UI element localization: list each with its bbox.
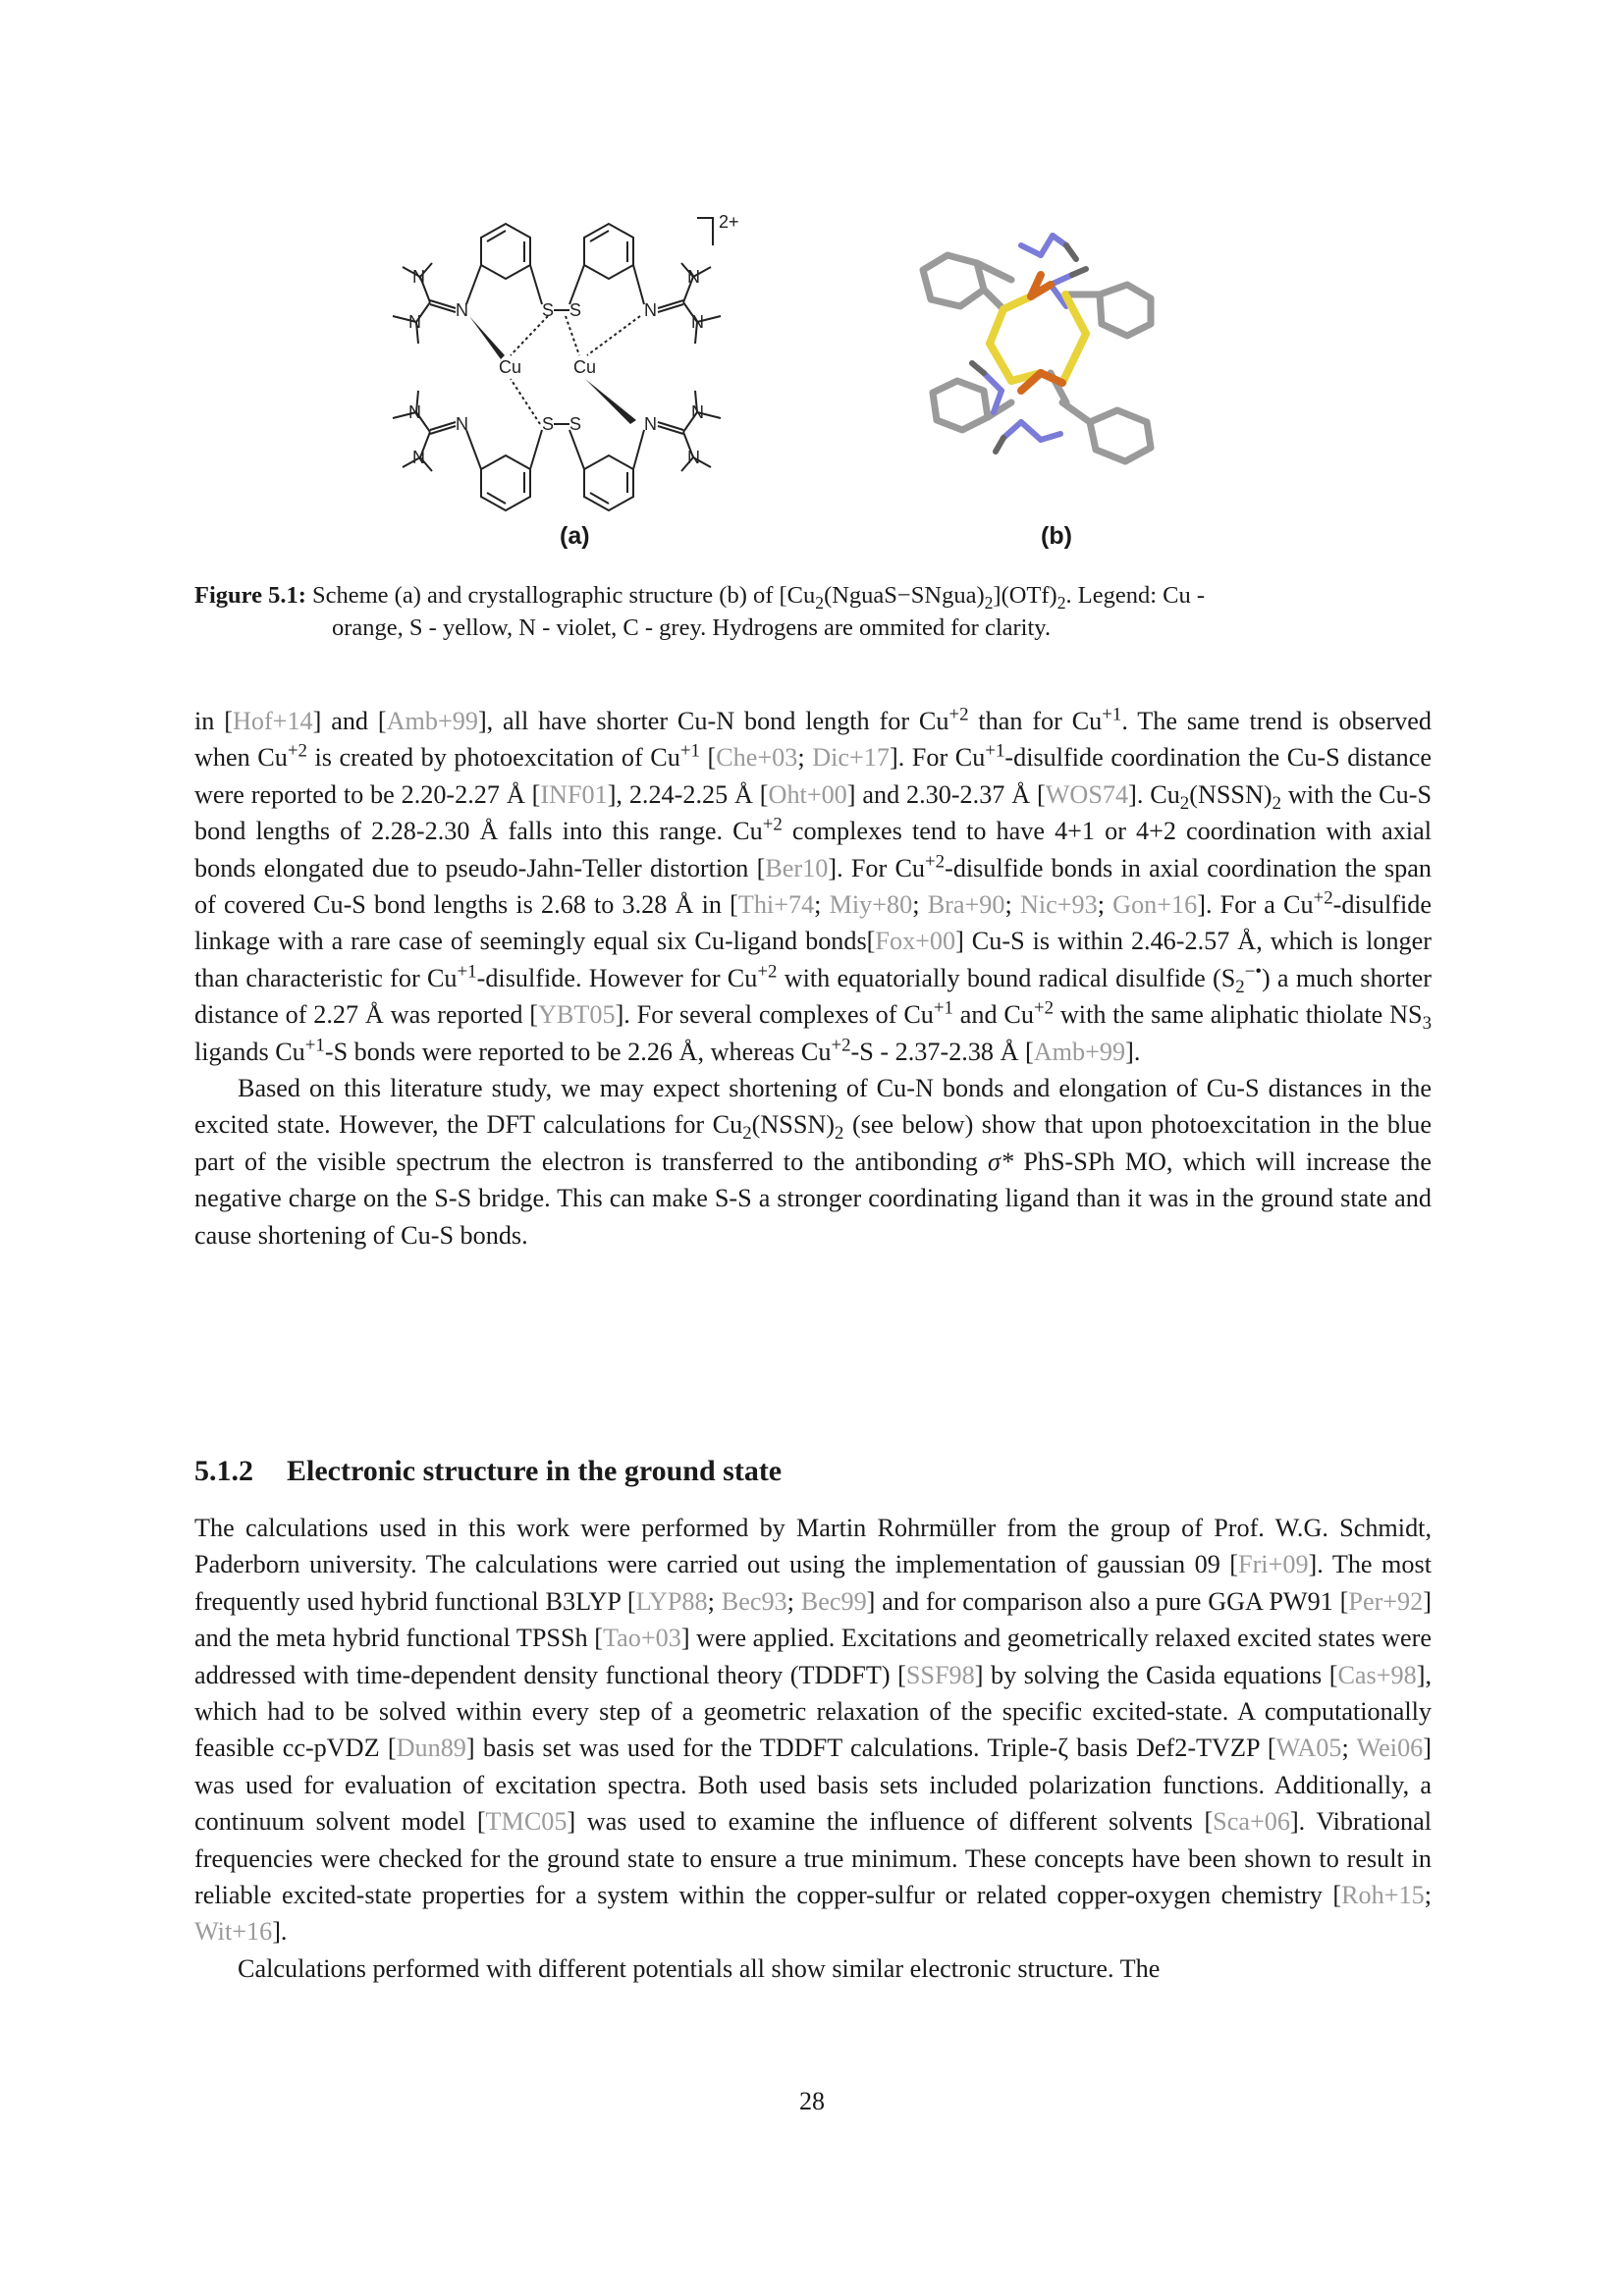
atom-s: S	[542, 414, 555, 434]
section-heading	[194, 1455, 782, 1488]
citation-link[interactable]: Fox+00	[875, 927, 956, 956]
citation-link[interactable]: TMC05	[485, 1807, 568, 1837]
citation-link[interactable]: WA05	[1275, 1734, 1342, 1763]
citation-link[interactable]: Dic+17	[812, 743, 890, 773]
caption-label: Figure 5.1:	[194, 582, 306, 609]
citation-link[interactable]: Wei06	[1356, 1734, 1424, 1763]
atom-n: N	[691, 312, 704, 332]
citation-link[interactable]: Bec99	[800, 1586, 867, 1616]
citation-link[interactable]: YBT05	[538, 1000, 616, 1030]
citation-link[interactable]: Tao+03	[603, 1624, 681, 1653]
citation-link[interactable]: Thi+74	[737, 890, 815, 920]
atom-n: N	[687, 448, 700, 467]
paragraph: in [Hof+14] and [Amb+99], all have shorter Cu-N bond length for $Cu^{+2}$ than for $Cu^{+1}$. The same trend is observed when $Cu^{+2}$ is created by photoexcitation of $Cu^{+1}$ [Che+03; Dic+17]. For $Cu^{+1}$-disulfide coordination the Cu-S distance were reported to be 2.20-2.27 Å [INF01], 2.24-2.25 Å [Oht+00] and 2.30-2.37 Å [WOS74]. $Cu_2(NSSN)_2$ with the Cu-S bond lengths of 2.28-2.30 Å falls into this range. $Cu^{+2}$ complexes tend to have 4+1 or 4+2 coordination with axial bonds elongated due to pseudo-Jahn-Teller distortion [Ber10]. For $Cu^{+2}$-disulfide bonds in axial coordination the span of covered Cu-S bond lengths is 2.68 to 3.28 Å in [Thi+74; Miy+80; Bra+90; Nic+93; Gon+16]. For a $Cu^{+2}$-disulfide linkage with a rare case of seemingly equal six Cu-ligand bonds[Fox+00] Cu-S is within 2.46-2.57 Å, which is longer than characteristic for $Cu^{+1}$-disulfide. However for $Cu^{+2}$ with equatorially bound radical disulfide $(S_2^{-•})$ a much shorter distance of 2.27 Å was reported [YBT05]. For several complexes of $Cu^{+1}$ and $Cu^{+2}$ with the same aliphatic thiolate $NS_3$ ligands $Cu^{+1}-S$ bonds were reported to be 2.26 Å, whereas $Cu^{+2}-S - 2.37-2.38$ Å [Amb+99].	[194, 704, 1433, 1066]
atom-n: N	[456, 300, 468, 320]
charge-label: 2+	[719, 212, 739, 232]
citation-link[interactable]: Bec93	[721, 1586, 787, 1616]
section-number: 5.1.2	[194, 1455, 253, 1487]
citation-link[interactable]: Amb+99	[386, 707, 478, 735]
atom-n: N	[412, 267, 425, 287]
citation-link[interactable]: Miy+80	[829, 890, 913, 920]
paragraph: Calculations performed with different potentials all show similar electronic structure. The	[238, 1953, 1161, 1983]
citation-link[interactable]: Nic+93	[1019, 890, 1098, 920]
citation-link[interactable]: Ber10	[765, 853, 829, 882]
caption-line-2: orange, S - yellow, N - violet, C - grey. Hydrogens are ommited for clarity.	[332, 614, 1052, 641]
atom-n: N	[644, 414, 657, 434]
figure-caption	[194, 579, 1432, 644]
citation-link[interactable]: SSF98	[905, 1660, 975, 1689]
atom-s: S	[569, 414, 582, 434]
citation-link[interactable]: Amb+99	[1033, 1037, 1126, 1066]
citation-link[interactable]: INF01	[540, 779, 608, 809]
section-title: Electronic structure in the ground state	[287, 1455, 783, 1487]
citation-link[interactable]: Roh+15	[1341, 1881, 1425, 1910]
atom-n: N	[644, 300, 657, 320]
figure-label-a: (a)	[560, 522, 590, 550]
atom-n: N	[412, 448, 425, 467]
crystal-structure-b	[893, 216, 1208, 510]
chemical-scheme-a	[373, 206, 785, 530]
citation-link[interactable]: Cas+98	[1337, 1660, 1417, 1689]
citation-link[interactable]: WOS74	[1045, 779, 1129, 809]
citation-link[interactable]: Hof+14	[232, 707, 313, 735]
paragraph: Based on this literature study, we may expect shortening of Cu-N bonds and elongation of Cu-S distances in the excited state. However, the DFT calculations for $Cu_2(NSSN)_2$ (see below) show that upon photoexcitation in the blue part of the visible spectrum the electron is transferred to the antibonding σ* PhS-SPh MO, which will increase the negative charge on the S-S bridge. This can make S-S a stronger coordinating ligand than it was in the ground state and cause shortening of Cu-S bonds.	[194, 1074, 1433, 1250]
atom-cu: Cu	[573, 357, 597, 377]
body-paragraph-3	[194, 1510, 1432, 1987]
atom-cu: Cu	[499, 357, 522, 377]
atom-s: S	[569, 300, 582, 320]
citation-link[interactable]: Dun89	[396, 1734, 466, 1763]
citation-link[interactable]: Wit+16	[194, 1917, 273, 1947]
atom-n: N	[408, 402, 421, 422]
atom-n: N	[687, 267, 700, 287]
body-paragraph-1	[194, 703, 1432, 1254]
citation-link[interactable]: Bra+90	[927, 890, 1005, 920]
citation-link[interactable]: Sca+06	[1213, 1807, 1290, 1837]
caption-line-1: Figure 5.1: Scheme (a) and crystallographic structure (b) of $[Cu_2(NguaS-SNgua)_2](OTf)_2$. Legend: Cu -	[194, 582, 1206, 613]
citation-link[interactable]: Per+92	[1348, 1586, 1424, 1616]
citation-link[interactable]: LYP88	[635, 1586, 708, 1616]
figure-5-1	[373, 206, 1257, 560]
atom-n: N	[691, 402, 704, 422]
atom-n: N	[408, 312, 421, 332]
atom-s: S	[542, 300, 555, 320]
figure-label-b: (b)	[1041, 522, 1072, 550]
paragraph: The calculations used in this work were performed by Martin Rohrmüller from the group of Prof. W.G. Schmidt, Paderborn university. The calculations were carried out using the implementation of gaussian 09 [Fri+09]. The most frequently used hybrid functional B3LYP [LYP88; Bec93; Bec99] and for comparison also a pure GGA PW91 [Per+92] and the meta hybrid functional TPSSh [Tao+03] were applied. Excitations and geometrically relaxed excited states were addressed with time-dependent density functional theory (TDDFT) [SSF98] by solving the Casida equations [Cas+98], which had to be solved within every step of a geometric relaxation of the specific excited-state. A computationally feasible cc-pVDZ [Dun89] basis set was used for the TDDFT calculations. Triple-ζ basis Def2-TVZP [WA05; Wei06] was used for evaluation of excitation spectra. Both used basis sets included polarization functions. Additionally, a continuum solvent model [TMC05] was used to examine the influence of different solvents [Sca+06]. Vibrational frequencies were checked for the ground state to ensure a true minimum. These concepts have been shown to result in reliable excited-state properties for a system within the copper-sulfur or related copper-oxygen chemistry [Roh+15; Wit+16].	[194, 1514, 1433, 1947]
citation-link[interactable]: Oht+00	[768, 779, 847, 809]
citation-link[interactable]: Gon+16	[1112, 890, 1198, 920]
atom-n: N	[456, 414, 468, 434]
page-number: 28	[799, 2087, 825, 2115]
citation-link[interactable]: Fri+09	[1238, 1550, 1309, 1579]
citation-link[interactable]: Che+03	[716, 743, 798, 773]
